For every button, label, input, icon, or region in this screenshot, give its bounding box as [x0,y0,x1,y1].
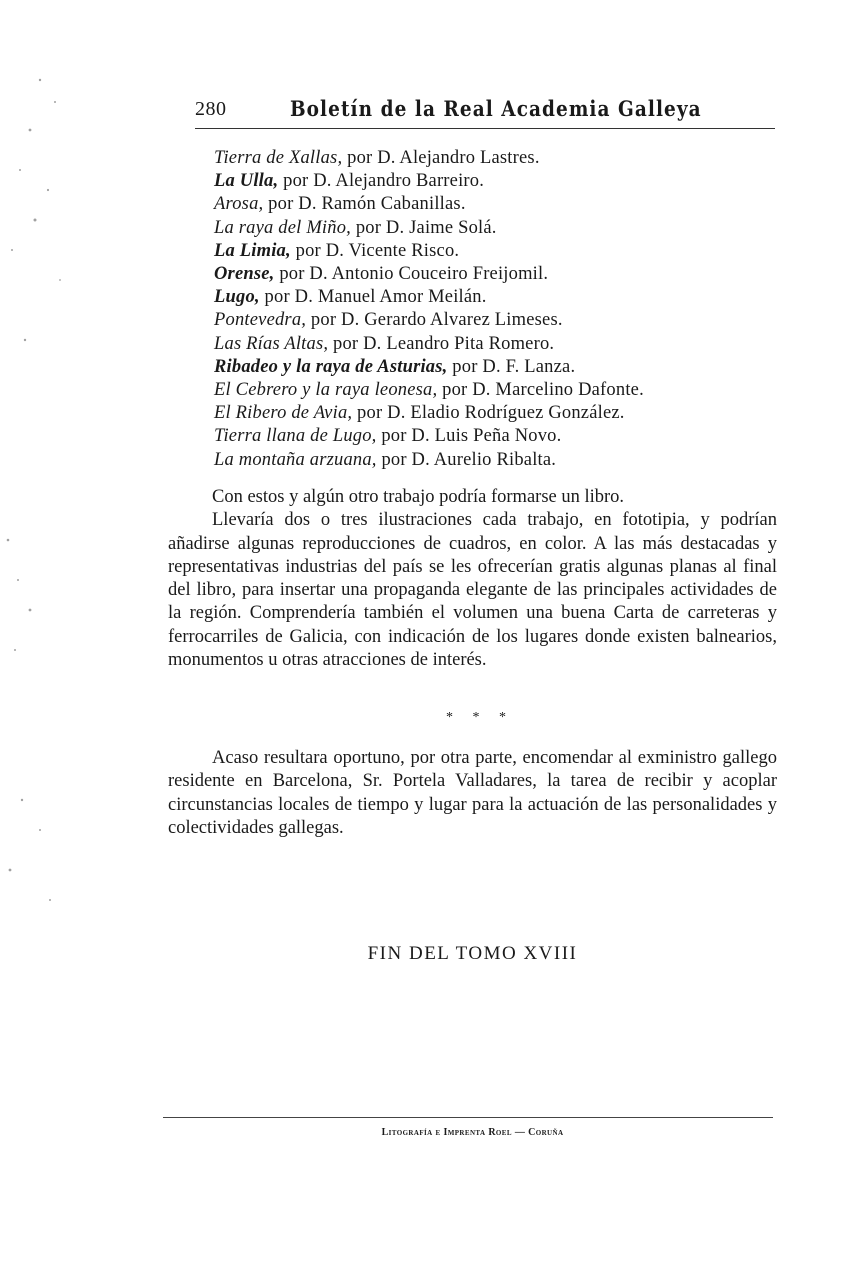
section-separator: * * * [446,710,514,725]
list-item [214,356,774,379]
author: por D. Antonio Couceiro Freijomil. [274,264,549,285]
author: por D. Eladio Rodríguez González. [352,403,625,424]
list-item [214,449,774,472]
page-header [195,96,775,130]
list-item [214,286,774,309]
author: por D. Leandro Pita Romero. [328,333,555,354]
list-item [214,379,774,402]
page-number: 280 [195,98,227,120]
footer-rule [163,1117,773,1118]
author: por D. Aurelio Ribalta. [376,449,557,470]
place-name: La Limia, [214,240,291,261]
paragraph-portela: Acaso resultara oportuno, por otra parte, encomendar al exministro gallego residente en Barcelona, Sr. Portela Valladares, la tarea de recibir y acoplar circunstancias locales de tiempo y lugar para la actuación de las personalidades y colectividades gallegas. [168,748,777,838]
list-item [214,170,774,193]
author: por D. Manuel Amor Meilán. [259,287,487,308]
header-rule [195,128,775,129]
list-item [214,193,774,216]
author: por D. Luis Peña Novo. [376,426,562,447]
place-name: Arosa, [214,194,264,215]
author: por D. Gerardo Alvarez Limeses. [306,310,563,331]
list-item [214,147,774,170]
place-name: Pontevedra, [214,310,307,331]
place-name: El Cebrero y la raya leonesa, [214,380,438,401]
volume-end-title: FIN DEL TOMO XVIII [367,943,578,964]
place-name: Las Rías Altas, [214,333,329,354]
author: por D. F. Lanza. [447,356,576,377]
list-item [214,402,774,425]
place-name: El Ribero de Avia, [214,403,353,424]
list-item [214,240,774,263]
author: por D. Jaime Solá. [351,217,497,238]
printer-imprint: Litografía e Imprenta Roel — Coruña [381,1127,564,1138]
author: por D. Ramón Cabanillas. [263,194,466,215]
author: por D. Alejandro Barreiro. [278,171,485,192]
list-item [214,425,774,448]
list-item [214,309,774,332]
paragraph-body: Llevaría dos o tres ilustraciones cada trabajo, en fototipia, y podrían añadirse algunas reproducciones de cuadros, en color. A las más destacadas y representativas industrias del país se les ofrecerían gratis algunas planas al final del libro, para insertar una propaganda elegante de las principales actividades de la región. Comprendería también el volumen una buena Carta de carreteras y ferrocarriles de Galicia, con indicación de los lugares donde existen balnearios, monumentos u otras atracciones de interés. [168,510,777,671]
contributions-list [214,147,774,472]
list-item [214,333,774,356]
list-item [214,263,774,286]
scan-speckle [0,40,130,940]
place-name: Tierra llana de Lugo, [214,426,377,447]
place-name: Tierra de Xallas, [214,148,343,168]
list-item [214,217,774,240]
author: por D. Vicente Risco. [290,240,460,261]
running-title: Boletín de la Real Academia Galleya [290,96,702,121]
place-name: La Ulla, [214,171,279,192]
place-name: Ribadeo y la raya de Asturias, [214,356,448,377]
place-name: La montaña arzuana, [214,449,377,470]
author: por D. Marcelino Dafonte. [437,380,644,401]
place-name: La raya del Miño, [214,217,352,238]
place-name: Orense, [214,264,275,285]
paragraph-illustrations [168,486,777,672]
place-name: Lugo, [214,287,260,308]
author: por D. Alejandro Lastres. [342,148,540,168]
paragraph-lead: Con estos y algún otro trabajo podría formarse un libro. [212,487,625,507]
